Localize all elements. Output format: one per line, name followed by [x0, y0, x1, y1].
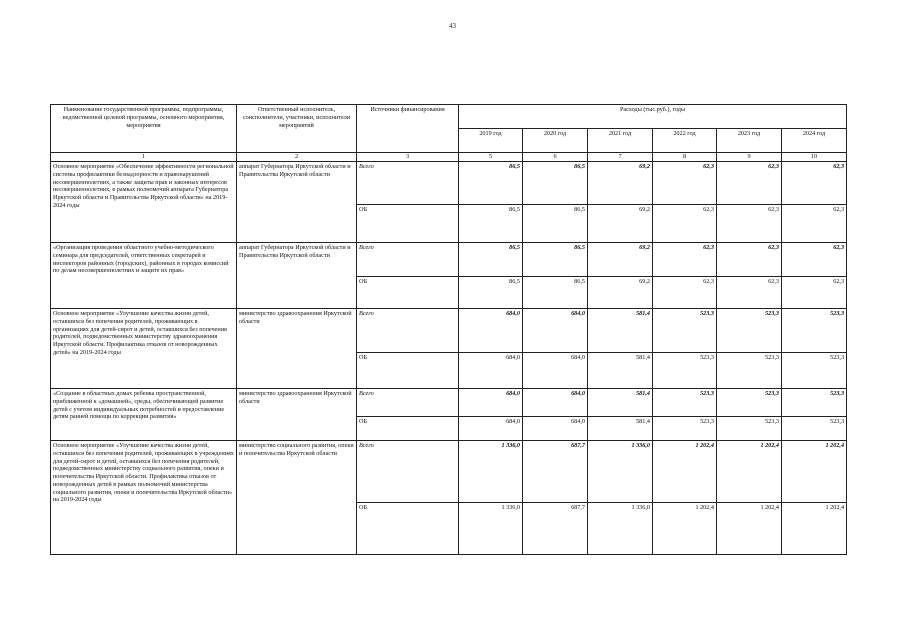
ob-value: 1 336,0	[588, 503, 653, 555]
ob-value: 581,4	[588, 417, 653, 441]
ob-value: 86,5	[459, 205, 523, 243]
total-value: 62,3	[782, 243, 847, 277]
ob-value: 62,3	[653, 205, 717, 243]
ob-value: 1 202,4	[782, 503, 847, 555]
total-value: 69,2	[588, 162, 653, 205]
ob-value: 1 336,0	[459, 503, 523, 555]
ob-value: 581,4	[588, 353, 653, 389]
total-value: 62,3	[653, 162, 717, 205]
total-value: 684,0	[459, 309, 523, 353]
total-value: 1 202,4	[717, 441, 782, 503]
column-number: 8	[653, 153, 717, 162]
activity-name: Основное мероприятие «Обеспечение эффективности региональной системы профилактики безнадзорности и правонарушений несовершеннолетних, а также защиты прав и законных интересов несовершеннолетних, в рамках полномочий аппарата Губернатора Иркутской области и Правительства Иркутской области» на 2019-2024 годы	[51, 162, 237, 243]
total-value: 523,3	[653, 389, 717, 417]
column-number: 3	[357, 153, 459, 162]
ob-value: 523,3	[782, 353, 847, 389]
year-header: 2020 год	[523, 129, 588, 153]
header-executor: Ответственный исполнитель, соисполнители, участники, исполнители мероприятий	[237, 105, 357, 153]
year-header: 2022 год	[653, 129, 717, 153]
ob-value: 523,3	[782, 417, 847, 441]
ob-value: 69,2	[588, 205, 653, 243]
total-value: 1 202,4	[653, 441, 717, 503]
activity-executor: аппарат Губернатора Иркутской области и Правительства Иркутской области	[237, 162, 357, 243]
total-value: 523,3	[717, 389, 782, 417]
year-header: 2019 год	[459, 129, 523, 153]
total-value: 581,4	[588, 309, 653, 353]
ob-value: 1 202,4	[653, 503, 717, 555]
header-sources: Источники финансирования	[357, 105, 459, 153]
total-value: 523,3	[717, 309, 782, 353]
ob-value: 86,5	[523, 277, 588, 309]
year-header: 2024 год	[782, 129, 847, 153]
header-row-1	[51, 105, 847, 129]
ob-value: 62,3	[782, 277, 847, 309]
activity-name: Основное мероприятие «Улучшение качества жизни детей, оставшихся без попечения родителей, проживающих в организациях для детей-сирот и детей, оставшихся без попечения родителей, подведомственных министерству здравоохранения Иркутской области. Профилактика отказов от новорожденных детей» на 2019-2024 годы	[51, 309, 237, 389]
total-value: 86,5	[523, 162, 588, 205]
ob-value: 62,3	[653, 277, 717, 309]
ob-value: 684,0	[523, 353, 588, 389]
source-ob-label: ОБ	[357, 353, 459, 389]
table-row	[51, 309, 847, 353]
page-number: 43	[449, 22, 456, 30]
ob-value: 86,5	[523, 205, 588, 243]
table-row	[51, 243, 847, 277]
ob-value: 1 202,4	[717, 503, 782, 555]
year-header: 2021 год	[588, 129, 653, 153]
source-ob-label: ОБ	[357, 503, 459, 555]
column-number: 10	[782, 153, 847, 162]
ob-value: 523,3	[653, 353, 717, 389]
total-value: 62,3	[782, 162, 847, 205]
source-ob-label: ОБ	[357, 277, 459, 309]
activity-executor: министерство социального развития, опеки и попечительства Иркутской области	[237, 441, 357, 555]
source-total-label: Всего	[357, 162, 459, 205]
column-number: 2	[237, 153, 357, 162]
total-value: 62,3	[717, 162, 782, 205]
total-value: 1 336,0	[588, 441, 653, 503]
table-row	[51, 389, 847, 417]
source-total-label: Всего	[357, 389, 459, 417]
activity-executor: министерство здравоохранения Иркутской области	[237, 309, 357, 389]
total-value: 523,3	[782, 389, 847, 417]
ob-value: 684,0	[523, 417, 588, 441]
activity-executor: аппарат Губернатора Иркутской области и Правительства Иркутской области	[237, 243, 357, 309]
column-number: 7	[588, 153, 653, 162]
activity-executor: министерство здравоохранения Иркутской области	[237, 389, 357, 441]
ob-value: 86,5	[459, 277, 523, 309]
total-value: 1 202,4	[782, 441, 847, 503]
table-row	[51, 162, 847, 205]
source-ob-label: ОБ	[357, 205, 459, 243]
source-total-label: Всего	[357, 309, 459, 353]
total-value: 86,5	[459, 243, 523, 277]
total-value: 62,3	[653, 243, 717, 277]
ob-value: 523,3	[717, 417, 782, 441]
source-total-label: Всего	[357, 243, 459, 277]
table-row	[51, 441, 847, 503]
total-value: 1 336,0	[459, 441, 523, 503]
total-value: 684,0	[523, 389, 588, 417]
activity-name: Основное мероприятие «Улучшение качества жизни детей, оставшихся без попечения родителей, проживающих в учреждениях для детей-сирот и детей, оставшихся без попечения родителей, подведомственных министерству социального развития, опеки и попечительства Иркутской области. Профилактика отказов от новорожденных детей в рамках полномочий министерства социального развития, опеки и попечительства Иркутской области» на 2019-2024 годы	[51, 441, 237, 555]
ob-value: 523,3	[717, 353, 782, 389]
header-expenses: Расходы (тыс.руб.), годы	[459, 105, 847, 129]
ob-value: 684,0	[459, 417, 523, 441]
ob-value: 687,7	[523, 503, 588, 555]
activity-name: «Организация проведения областного учебно-методического семинара для председателей, ответственных секретарей и инспекторов районных (городских), районных в городах комиссий по делам несовершеннолетних и защите их прав»	[51, 243, 237, 309]
total-value: 523,3	[782, 309, 847, 353]
source-ob-label: ОБ	[357, 417, 459, 441]
column-numbers-row	[51, 153, 847, 162]
total-value: 523,3	[653, 309, 717, 353]
column-number: 1	[51, 153, 237, 162]
ob-value: 62,3	[782, 205, 847, 243]
column-number: 6	[523, 153, 588, 162]
total-value: 581,4	[588, 389, 653, 417]
total-value: 69,2	[588, 243, 653, 277]
total-value: 62,3	[717, 243, 782, 277]
column-number: 5	[459, 153, 523, 162]
total-value: 86,5	[523, 243, 588, 277]
source-total-label: Всего	[357, 441, 459, 503]
activity-name: «Создание в областных домах ребенка пространственной, приближенной к «домашней», среды, обеспечивающей развитие детей с учетом индивидуальных потребностей и предоставление детям ранней помощи по коррекции развития»	[51, 389, 237, 441]
ob-value: 62,3	[717, 205, 782, 243]
total-value: 684,0	[523, 309, 588, 353]
header-name: Наименование государственной программы, подпрограммы, ведомственной целевой программы, основного мероприятия, мероприятия	[51, 105, 237, 153]
ob-value: 684,0	[459, 353, 523, 389]
total-value: 687,7	[523, 441, 588, 503]
ob-value: 69,2	[588, 277, 653, 309]
ob-value: 523,3	[653, 417, 717, 441]
total-value: 86,5	[459, 162, 523, 205]
ob-value: 62,3	[717, 277, 782, 309]
total-value: 684,0	[459, 389, 523, 417]
expenses-table	[50, 104, 847, 555]
column-number: 9	[717, 153, 782, 162]
year-header: 2023 год	[717, 129, 782, 153]
